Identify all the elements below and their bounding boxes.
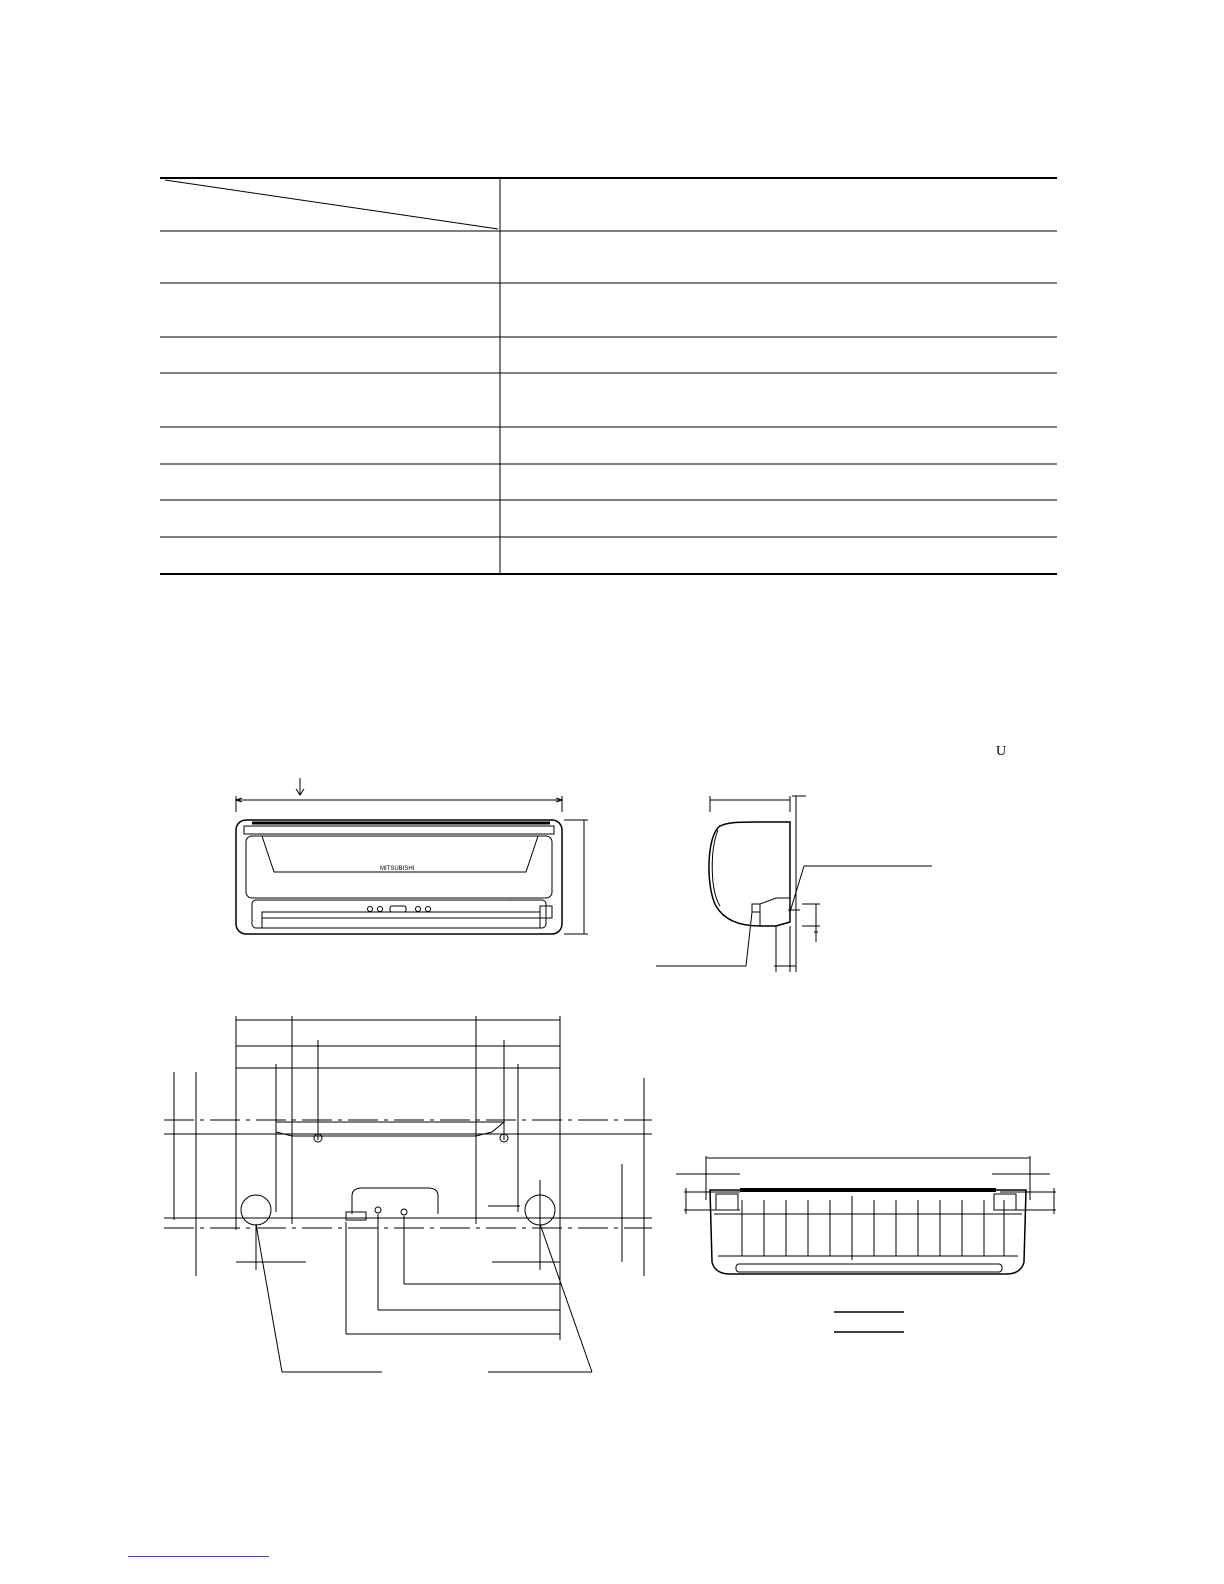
svg-text:·: · — [510, 899, 512, 904]
underside-view-drawing — [676, 1156, 1056, 1332]
mounting-plate-drawing — [164, 1016, 652, 1372]
brand-logo-text: MITSUBISHI — [380, 866, 415, 872]
side-view-drawing — [656, 796, 932, 972]
front-view-drawing — [236, 778, 588, 934]
unit-mark: U — [996, 744, 1007, 759]
footer-link-underline[interactable] — [128, 1556, 269, 1557]
